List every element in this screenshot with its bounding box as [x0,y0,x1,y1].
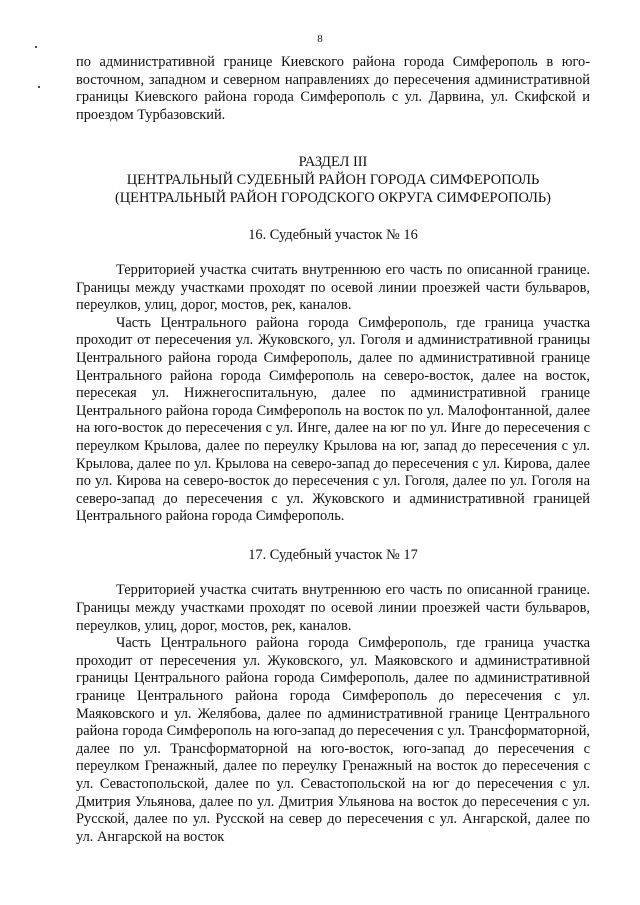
section-heading [76,153,590,207]
section-subtitle: ЦЕНТРАЛЬНЫЙ СУДЕБНЫЙ РАЙОН ГОРОДА СИМФЕРОПОЛЬ [126,172,540,189]
section-subtitle-district: (ЦЕНТРАЛЬНЫЙ РАЙОН ГОРОДСКОГО ОКРУГА СИМФЕРОПОЛЬ) [115,190,551,207]
district-16-heading: 16. Судебный участок № 16 [248,227,418,244]
page-number: 8 [317,33,323,45]
intro-paragraph: по административной границе Киевского района города Симферополь в юго-восточном, западном и северном направлениях до пересечения административной границы Киевского района города Симферополь с ул. Дарвина, ул. Скифской и проездом Турбазовский. [76,54,590,123]
district-17-heading: 17. Судебный участок № 17 [248,546,418,563]
district-17-territory-paragraph: Территорией участка считать внутреннюю его часть по описанной границе. Границы между участками проходят по осевой линии проезжей части бульваров, переулков, улиц, дорог, мостов, рек, каналов. [76,582,590,634]
margin-mark [35,46,37,48]
document-body [76,54,590,846]
district-17-boundary-paragraph: Часть Центрального района города Симферополь, где граница участка проходит от пересечения ул. Жуковского, ул. Маяковского и административной границы Центрального района города Симферополь, далее по административной границе Центрального района города Симферополь до пересечения с ул. Маяковского и ул. Желябова, далее по административной границе Центрального района города Симферополь на юго-запад до пересечения с ул. Трансформаторной, далее по ул. Трансформаторной на юго-восток, юго-запад до пересечения с переулком Гренажный, далее по переулку Гренажный на восток до пересечения с ул. Севастопольской, далее по ул. Севастопольской на юг до пересечения с ул. Дмитрия Ульянова, далее по ул. Дмитрия Ульянова на восток до пересечения с ул. Русской, далее по ул. Русской на север до пересечения с ул. Ангарской, далее по ул. Ангарской на восток [76,635,590,845]
section-title: РАЗДЕЛ III [298,154,368,171]
margin-mark [38,86,40,88]
district-16-territory-paragraph: Территорией участка считать внутреннюю его часть по описанной границе. Границы между участками проходят по осевой линии проезжей части бульваров, переулков, улиц, дорог, мостов, рек, каналов. [76,261,590,314]
district-16-boundary-paragraph: Часть Центрального района города Симферополь, где граница участка проходит от пересечения ул. Жуковского, ул. Гоголя и административной границы Центрального района города Симферополь, далее по административной границе Центрального района города Симферополь на северо-восток, далее на восток, пересекая ул. Нижнегоспитальную, далее по административной границе Центрального района города Симферополь на восток по ул. Малофонтанной, далее на юго-восток до пересечения с ул. Инге, далее на юг по ул. Инге до пересечения с переулком Крылова, далее по переулку Крылова на юг, запад до пересечения с ул. Крылова, далее по ул. Крылова на северо-запад до пересечения с ул. Кирова, далее по ул. Кирова на северо-восток до пересечения с ул. Гоголя, далее по ул. Гоголя на северо-запад до пересечения с ул. Жуковского и административной границей Центрального района города Симферополь. [76,314,590,525]
